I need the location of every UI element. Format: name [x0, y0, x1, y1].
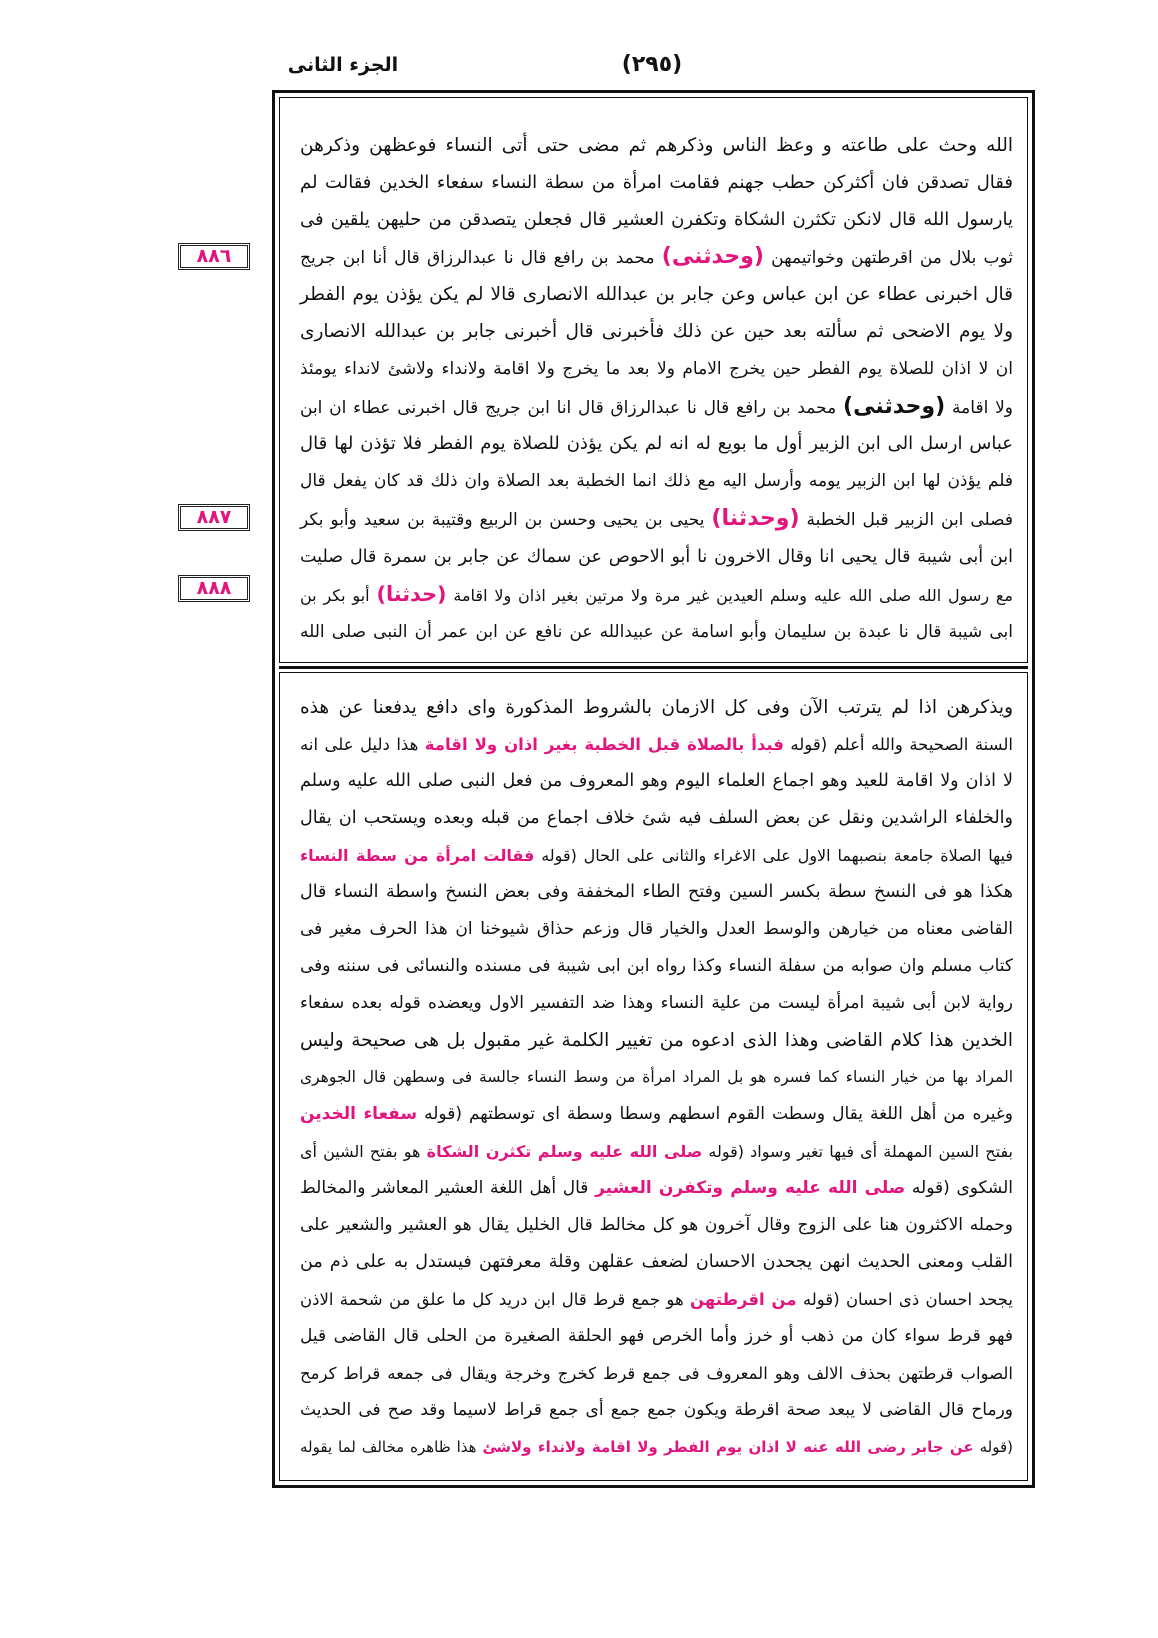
- matn-line: [300, 202, 1013, 239]
- sharh-line: [300, 1170, 1013, 1207]
- sharh-line: [300, 1059, 1013, 1096]
- sharh-text: فيها الصلاة جامعة بنصبهما الاول على الاغراء والثانى على الحال (قوله: [534, 846, 1013, 865]
- sharh-text: القاضى معناه من خيارهن والوسط العدل والخيار قال وزعم حذاق شيوخنا ان هذا الحرف مغير فى: [300, 919, 1013, 939]
- sharh-text: هو جمع قرط قال ابن دريد كل ما علق من شحمة الاذن: [300, 1290, 690, 1309]
- sharh-text: المراد بها من خيار النساء كما فسره هو بل المراد امرأة من وسط النساء جالسة فى وسطهن قال الجوهرى: [300, 1068, 1013, 1086]
- hadith-number-box: [178, 243, 250, 270]
- hadith-number: ٨٨٧: [196, 506, 232, 528]
- sharh-text: قال أهل اللغة العشير المعاشر والمخالط: [300, 1178, 596, 1198]
- sharh-line: [300, 726, 1013, 763]
- matn-line: [300, 238, 1013, 277]
- sharh-text: يجحد احسان ذى احسان (قوله: [796, 1290, 1013, 1309]
- matn-text: يارسول الله قال لانكن تكثرن الشكاة وتكفرن العشير قال فجعلن يتصدقن من حليهن يلقين فى: [300, 208, 1013, 230]
- matn-line: [300, 351, 1013, 388]
- sharh-text: هو بفتح الشين أى: [300, 1142, 427, 1161]
- sharh-text: لا اذان ولا اقامة للعيد وهو اجماع العلماء اليوم وهو المعروف من فعل النبى صلى الله عليه وسلم: [300, 771, 1013, 791]
- matn-text: ان لا اذان للصلاة يوم الفطر حين يخرج الامام ولا بعد ما يخرج ولا اقامة ولانداء ولاشئ لانداء يومئذ: [300, 358, 1013, 379]
- matn-text: ولا اقامة: [945, 397, 1013, 418]
- matn-box: [279, 97, 1028, 663]
- sharh-line: [300, 837, 1013, 874]
- hadith-number: ٨٨٨: [196, 577, 232, 599]
- sharh-line: [300, 763, 1013, 800]
- quoted-matn: صلى الله عليه وسلم وتكفرن العشير: [595, 1178, 906, 1198]
- hadith-number: ٨٨٦: [196, 245, 232, 267]
- matn-text: ثوب بلال من اقرطتهن وخواتيمهن: [764, 248, 1013, 269]
- matn-line: [300, 128, 1013, 165]
- sharh-text: الصواب قرطتهن بحذف الالف وهو المعروف فى جمع قرط كخرج وخرجة ويقال فى جمعه قراط كرمح: [300, 1364, 1013, 1383]
- sharh-line: [300, 1244, 1013, 1281]
- sharh-line: [300, 1429, 1013, 1466]
- sharh-line: [300, 1318, 1013, 1355]
- matn-text: مع رسول الله صلى الله عليه وسلم العيدين غير مرة ولا مرتين بغير اذان ولا اقامة: [446, 585, 1014, 605]
- matn-line: [300, 277, 1013, 314]
- matn-text: محمد بن رافع قال نا عبدالرزاق قال انا ابن جريج قال اخبرنى عطاء ان ابن: [300, 397, 843, 418]
- narration-formula: (وحدثنا): [711, 504, 800, 531]
- sharh-line: [300, 1022, 1013, 1059]
- narration-formula: (وحدثنى): [661, 243, 765, 270]
- matn-text: يحيى بن يحيى وحسن بن الربيع وقتيبة بن سعيد وأبو بكر: [300, 509, 712, 530]
- sharh-box: [279, 672, 1028, 1481]
- sharh-text: والخلفاء الراشدين ونقل عن بعض السلف فيه شئ خلاف اجماع من قبله وبعده ويستحب ان يقال: [300, 808, 1013, 828]
- quoted-matn: صلى الله عليه وسلم تكثرن الشكاة: [426, 1142, 703, 1161]
- sharh-line: [300, 1096, 1013, 1133]
- matn-text: فقال تصدقن فان أكثركن حطب جهنم فقامت امرأة من سطة النساء سفعاء الخدين فقالت لم: [300, 171, 1013, 193]
- sharh-text: الشكوى (قوله: [905, 1178, 1013, 1198]
- matn-text: أبو بكر بن: [300, 585, 377, 605]
- sharh-text: هذا دليل على انه: [300, 735, 425, 754]
- matn-line: [300, 614, 1013, 651]
- sharh-text: كتاب مسلم وان صوابه من سفلة النساء وكذا رواه ابن ابى شيبة فى مسنده والنسائى فى سننه وفى: [300, 956, 1013, 976]
- matn-line: [300, 165, 1013, 202]
- sharh-line: [300, 800, 1013, 837]
- matn-text: فصلى ابن الزبير قبل الخطبة: [799, 509, 1013, 530]
- quoted-matn: فقالت امرأة من سطة النساء: [300, 846, 535, 865]
- matn-line: [300, 388, 1013, 427]
- sharh-text: القلب ومعنى الحديث انهن يجحدن الاحسان لضعف عقلهن وقلة معرفتهن فيستدل به على ذم من: [300, 1252, 1013, 1272]
- volume-title: الجزء الثانى: [287, 54, 399, 76]
- matn-text: قال اخبرنى عطاء عن ابن عباس وعن جابر بن عبدالله الانصارى قالا لم يكن يؤذن يوم الفطر: [300, 284, 1013, 306]
- matn-text: محمد بن رافع قال نا عبدالرزاق قال أنا ابن جريج: [300, 248, 662, 269]
- page-frame: [272, 90, 1035, 1488]
- matn-line: [300, 463, 1013, 500]
- sharh-line: [300, 985, 1013, 1022]
- section-divider: [279, 666, 1028, 669]
- matn-text: عباس ارسل الى ابن الزبير أول ما بويع له انه لم يكن يؤذن للصلاة يوم الفطر فلا تؤذن لها قال: [300, 433, 1013, 455]
- sharh-line: [300, 911, 1013, 948]
- matn-line: [300, 500, 1013, 539]
- sharh-text: رواية لابن أبى شيبة امرأة ليست من علية النساء وهذا ضد التفسير الاول ويعضده قوله بعده سفعاء: [300, 993, 1013, 1013]
- sharh-text: وغيره من أهل اللغة يقال وسطت القوم اسطهم وسطا وسطة اى توسطتهم (قوله: [417, 1104, 1013, 1124]
- sharh-text: الخدين هذا كلام القاضى وهذا الذى ادعوه من تغيير الكلمة غير مقبول بل هى صحيحة وليس: [300, 1030, 1013, 1051]
- sharh-text: وحمله الاكثرون هنا على الزوج وقال آخرون هو كل مخالط قال الخليل يقال هو العشير والشعير على: [300, 1215, 1013, 1235]
- matn-text: ابى شيبة قال نا عبدة بن سليمان وأبو اسامة عن عبيدالله عن نافع عن ابن عمر أن النبى صلى الله: [300, 622, 1013, 643]
- narration-formula: (وحدثنى): [842, 392, 946, 419]
- sharh-text: هكذا هو فى النسخ سطة بكسر السين وفتح الطاء المخففة وفى بعض النسخ واسطة النساء قال: [300, 882, 1013, 902]
- sharh-line: [300, 1355, 1013, 1392]
- sharh-text: ويذكرهن اذا لم يترتب الآن وفى كل الازمان بالشروط المذكورة واى دافع يدفعنا عن هذه: [300, 697, 1013, 718]
- quoted-matn: فبدأ بالصلاة قبل الخطبة بغير اذان ولا اقامة: [424, 735, 784, 754]
- sharh-text: فهو قرط سواء كان من ذهب أو خرز وأما الخرص فهو الحلقة الصغيرة من الحلى قال القاضى قيل: [300, 1326, 1013, 1346]
- sharh-text: (قوله: [973, 1438, 1013, 1456]
- matn-line: [300, 576, 1013, 615]
- sharh-text: ورماح قال القاضى لا يبعد صحة اقرطة ويكون جمع جمع أى جمع قراط لاسيما وقد صح فى الحديث: [300, 1400, 1013, 1420]
- sharh-line: [300, 948, 1013, 985]
- sharh-line: [300, 874, 1013, 911]
- sharh-text: السنة الصحيحة والله أعلم (قوله: [783, 735, 1013, 754]
- sharh-line: [300, 1133, 1013, 1170]
- sharh-line: [300, 1207, 1013, 1244]
- matn-text: ابن أبى شيبة قال يحيى انا وقال الاخرون نا أبو الاحوص عن سماك عن جابر بن سمرة قال صليت: [300, 546, 1013, 567]
- matn-line: [300, 314, 1013, 351]
- sharh-text: هذا ظاهره مخالف لما يقوله: [300, 1438, 483, 1456]
- matn-line: [300, 539, 1013, 576]
- narration-formula: (حدثنا): [376, 581, 447, 606]
- sharh-line: [300, 689, 1013, 726]
- quoted-matn: عن جابر رضى الله عنه لا اذان يوم الفطر ولا اقامة ولانداء ولاشئ: [482, 1438, 974, 1456]
- sharh-line: [300, 1281, 1013, 1318]
- matn-text: الله وحث على طاعته و وعظ الناس وذكرهم ثم مضى حتى أتى النساء فوعظهن وذكرهن: [300, 135, 1013, 156]
- sharh-line: [300, 1392, 1013, 1429]
- hadith-number-box: [178, 575, 250, 602]
- page-number: (٢٩٥): [621, 52, 683, 77]
- matn-text: فلم يؤذن لها ابن الزبير يومه وأرسل اليه مع ذلك انما الخطبة بعد الصلاة وان ذلك قد كان يفعل قال: [300, 471, 1013, 492]
- quoted-matn: من اقرطتهن: [689, 1290, 797, 1309]
- hadith-number-box: [178, 504, 250, 531]
- matn-line: [300, 426, 1013, 463]
- quoted-matn: سفعاء الخدين: [300, 1104, 418, 1124]
- sharh-text: بفتح السين المهملة أى فيها تغير وسواد (قوله: [702, 1142, 1013, 1161]
- matn-text: ولا يوم الاضحى ثم سألته بعد حين عن ذلك فأخبرنى قال أخبرنى جابر بن عبدالله الانصارى: [300, 320, 1013, 342]
